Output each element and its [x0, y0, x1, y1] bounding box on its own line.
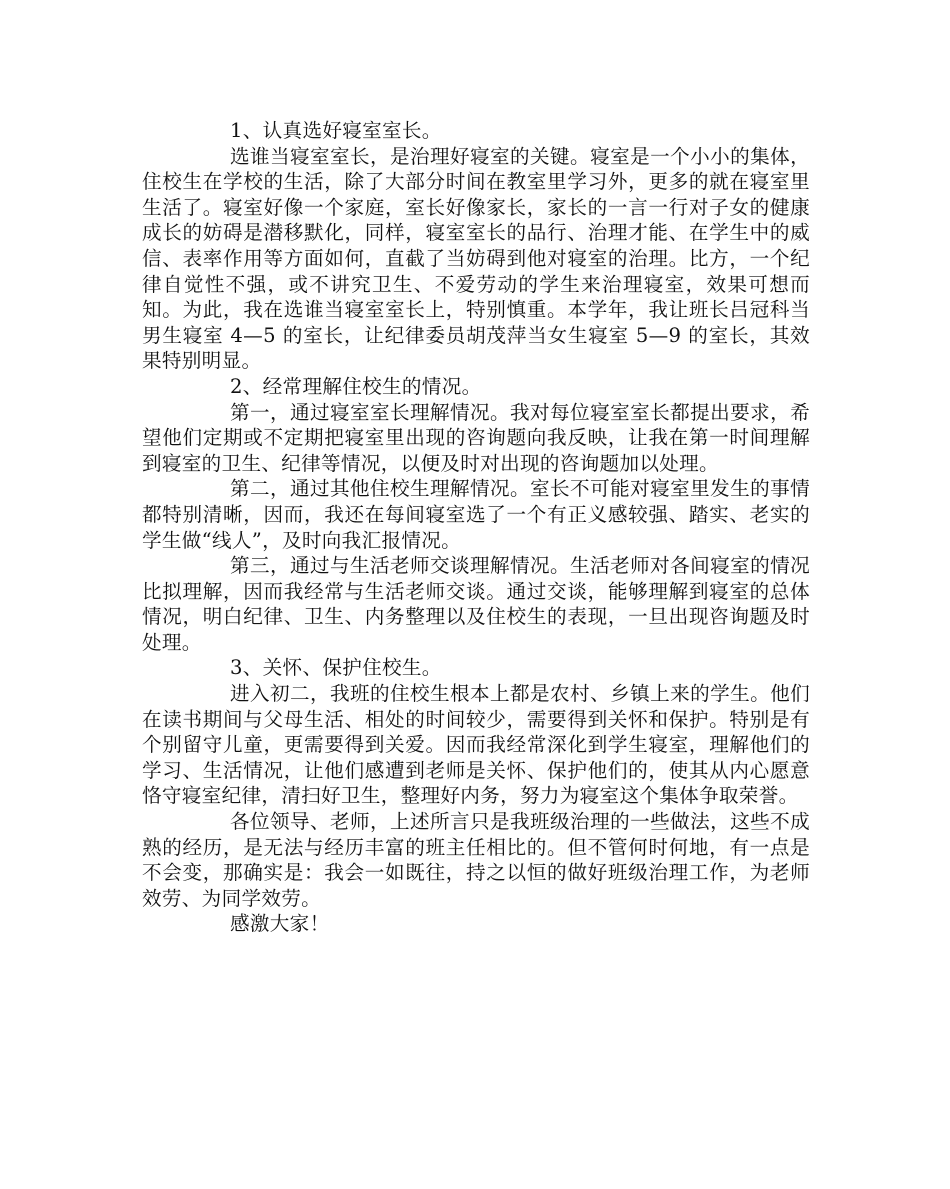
paragraph-first-method: 第一，通过寝室室长理解情况。我对每位寝室室长都提出要求，希望他们定期或不定期把寝室里出现的咨询题向我反映，让我在第一时间理解到寝室的卫生、纪律等情况，以便及时对出现的咨询题加以处理。 [142, 400, 810, 475]
paragraph-second-method: 第二，通过其他住校生理解情况。室长不可能对寝室里发生的事情都特别清晰，因而，我还在每间寝室选了一个有正义感较强、踏实、老实的学生做“线人”，及时向我汇报情况。 [142, 477, 810, 552]
paragraph-closing-remarks: 各位领导、老师，上述所言只是我班级治理的一些做法，这些不成熟的经历，是无法与经历丰富的班主任相比的。但不管何时何地，有一点是不会变，那确实是：我会一如既往，持之以恒的做好班级治理工作，为老师效劳、为同学效劳。 [142, 810, 810, 910]
paragraph-dorm-leader: 选谁当寝室室长，是治理好寝室的关键。寝室是一个小小的集体，住校生在学校的生活，除了大部分时间在教室里学习外，更多的就在寝室里生活了。寝室好像一个家庭，室长好像家长，家长的一言一行对子女的健康成长的妨碍是潜移默化，同样，寝室室长的品行、治理才能、在学生中的威信、表率作用等方面如何，直截了当妨碍到他对寝室的治理。比方，一个纪律自觉性不强，或不讲究卫生、不爱劳动的学生来治理寝室，效果可想而知。为此，我在选谁当寝室室长上，特别慎重。本学年，我让班长吕冠科当男生寝室 4—5 的室长，让纪律委员胡茂萍当女生寝室 5—9 的室长，其效果特别明显。 [142, 144, 810, 373]
section-heading-understand-situation: 2、经常理解住校生的情况。 [230, 374, 482, 398]
section-heading-care-students: 3、关怀、保护住校生。 [230, 656, 442, 680]
closing-thanks: 感激大家！ [230, 912, 330, 936]
paragraph-care-students: 进入初二，我班的住校生根本上都是农村、乡镇上来的学生。他们在读书期间与父母生活、相处的时间较少，需要得到关怀和保护。特别是有个别留守儿童，更需要得到关爱。因而我经常深化到学生寝室，理解他们的学习、生活情况，让他们感遭到老师是关怀、保护他们的，使其从内心愿意恪守寝室纪律，清扫好卫生，整理好内务，努力为寝室这个集体争取荣誉。 [142, 682, 810, 808]
document-body [142, 118, 810, 937]
paragraph-third-method: 第三，通过与生活老师交谈理解情况。生活老师对各间寝室的情况比拟理解，因而我经常与生活老师交谈。通过交谈，能够理解到寝室的总体情况，明白纪律、卫生、内务整理以及住校生的表现，一旦出现咨询题及时处理。 [142, 554, 810, 654]
section-heading-dorm-leader: 1、认真选好寝室室长。 [230, 119, 442, 142]
